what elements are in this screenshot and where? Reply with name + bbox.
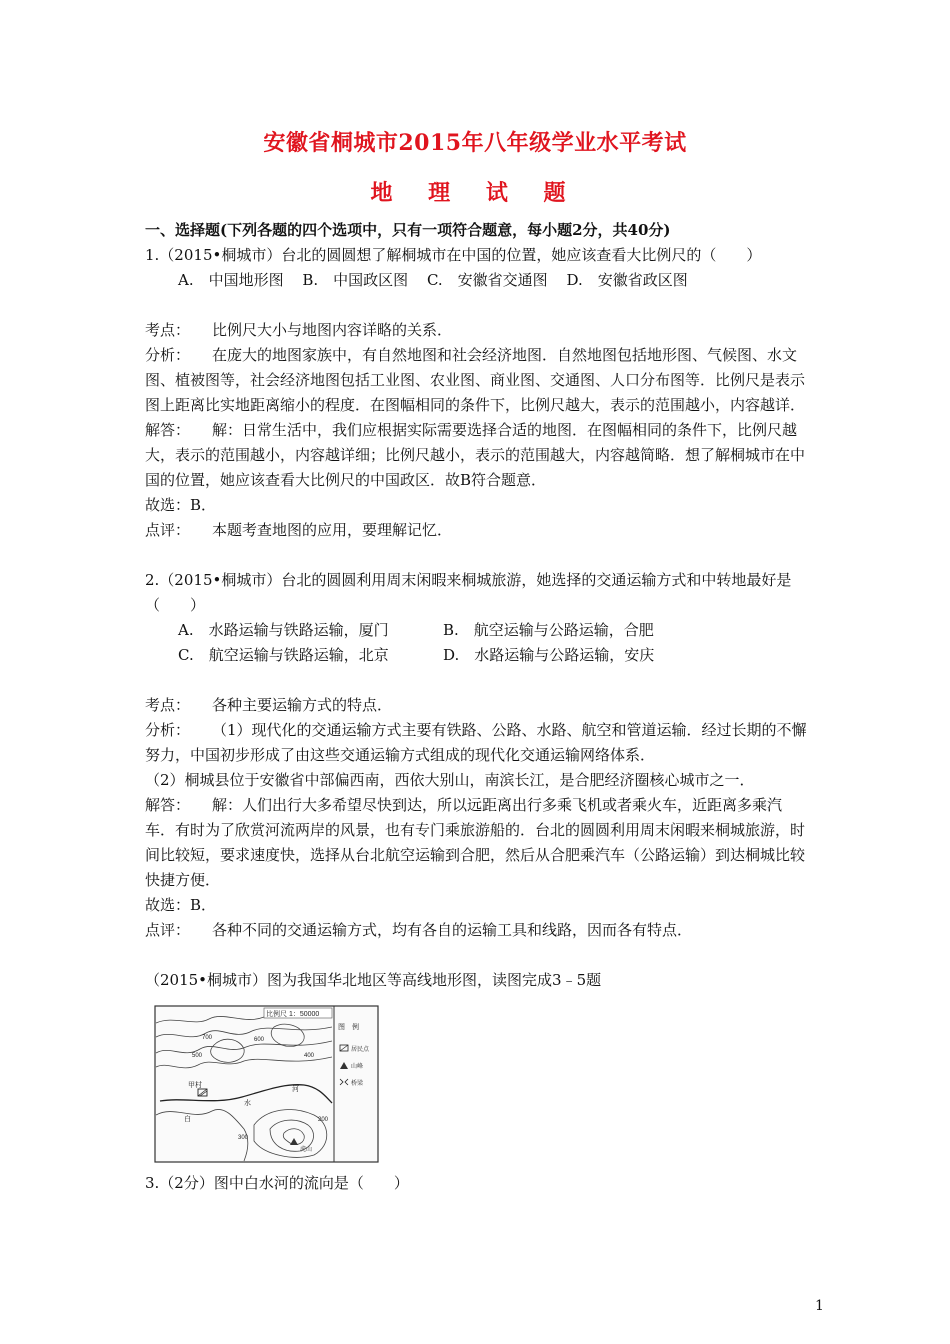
fenxi-label: 分析： — [145, 721, 191, 739]
jieda-text: 解：日常生活中，我们应根据实际需要选择合适的地图．在图幅相同的条件下，比例尺越大，表示的范围越小，内容越详细；比例尺越小，表示的范围越大，内容越简略．想了解桐城市在中国的位置，她应该查看大比例尺的中国政区．故B符合题意． — [145, 421, 806, 489]
legend-item-village: 居民点 — [351, 1047, 370, 1053]
question-2-option-c: C. 航空运输与铁路运输，北京 — [178, 646, 389, 664]
question-1-option-a: A. 中国地形图 — [178, 271, 284, 289]
question-1-option-c: C. 安徽省交通图 — [426, 271, 548, 289]
dianping-label: 点评： — [145, 921, 191, 939]
question-2-option-b: B. 航空运输与公路运输，合肥 — [443, 621, 654, 639]
fenxi-text: 在庞大的地图家族中，有自然地图和社会经济地图．自然地图包括地形图、气候图、水文图、植被图等，社会经济地图包括工业图、农业图、商业图、交通图、人口分布图等．比例尺是表示图上距离比实地距离缩小的程度．在图幅相同的条件下，比例尺越大，表示的范围越小，内容越详． — [145, 346, 806, 414]
section-heading: 一、选择题(下列各题的四个选项中，只有一项符合题意，每小题2分，共40分) — [145, 221, 671, 239]
dianping-label: 点评： — [145, 521, 191, 539]
river-char-2: 水 — [244, 1100, 251, 1107]
question-2-dianping — [145, 918, 810, 943]
legend-title: 图 例 — [338, 1024, 359, 1031]
fenxi-text: （1）现代化的交通运输方式主要有铁路、公路、水路、航空和管道运输．经过长期的不懈努力，中国初步形成了由这些交通运输方式组成的现代化交通运输网络体系． — [145, 721, 807, 764]
question-2-jieda — [145, 793, 810, 893]
kaodian-text: 比例尺大小与地图内容详略的关系． — [212, 321, 453, 339]
village-label: 甲村 — [188, 1082, 202, 1089]
contour-map-svg — [154, 1005, 379, 1163]
group-intro: （2015•桐城市）图为我国华北地区等高线地形图，读图完成3﹣5题 — [145, 971, 602, 989]
question-3-stem: 3.（2分）图中白水河的流向是（ ） — [145, 1174, 409, 1192]
river-char-3: 河 — [292, 1086, 299, 1093]
question-1-option-d: D. 安徽省政区图 — [566, 271, 688, 289]
dianping-text: 本题考查地图的应用，要理解记忆． — [212, 521, 453, 539]
contour-label-5: 300 — [238, 1135, 249, 1141]
contour-label-1: 700 — [202, 1035, 213, 1041]
contour-map — [154, 1005, 379, 1163]
contour-label-6: 200 — [318, 1117, 329, 1123]
exam-title: 安徽省桐城市2015年八年级学业水平考试 — [263, 130, 687, 156]
kaodian-label: 考点： — [145, 321, 191, 339]
question-2-stem: 2.（2015•桐城市）台北的圆圆利用周末闲暇来桐城旅游，她选择的交通运输方式和中转地最好是（ ） — [145, 571, 792, 614]
question-2-answer: 故选：B． — [145, 896, 217, 914]
fenxi-label: 分析： — [145, 346, 191, 364]
question-2-fenxi-2: （2）桐城县位于安徽省中部偏西南，西依大别山，南滨长江，是合肥经济圈核心城市之一． — [145, 771, 755, 789]
kaodian-text: 各种主要运输方式的特点． — [212, 696, 393, 714]
page-number: 1 — [815, 1298, 824, 1314]
question-1-kaodian — [145, 318, 810, 343]
kaodian-label: 考点： — [145, 696, 191, 714]
question-2-kaodian — [145, 693, 810, 718]
question-2-fenxi — [145, 718, 810, 768]
question-1-fenxi — [145, 343, 810, 418]
contour-label-4: 400 — [304, 1053, 315, 1059]
question-2-option-a: A. 水路运输与铁路运输，厦门 — [178, 621, 389, 639]
jieda-label: 解答： — [145, 796, 191, 814]
question-1-option-b: B. 中国政区图 — [302, 271, 409, 289]
legend-item-peak: 山峰 — [351, 1064, 364, 1070]
question-2-option-d: D. 水路运输与公路运输，安庆 — [443, 646, 655, 664]
jieda-label: 解答： — [145, 421, 191, 439]
exam-subtitle: 地 理 试 题 — [370, 180, 580, 206]
map-scale: 比例尺 1：50000 — [266, 1011, 320, 1018]
question-1-stem: 1.（2015•桐城市）台北的圆圆想了解桐城市在中国的位置，她应该查看大比例尺的（ ） — [145, 246, 762, 264]
question-1-dianping — [145, 518, 810, 543]
peak-label: 虎山 — [300, 1147, 313, 1153]
jieda-text: 解：人们出行大多希望尽快到达，所以远距离出行多乘飞机或者乘火车，近距离多乘汽车．有时为了欣赏河流两岸的风景，也有专门乘旅游船的．台北的圆圆利用周末闲暇来桐城旅游，时间比较短，要求速度快，选择从台北航空运输到合肥，然后从合肥乘汽车（公路运输）到达桐城比较快捷方便． — [145, 796, 806, 889]
question-2-options-cd — [145, 643, 810, 668]
river-char-1: 白 — [184, 1116, 191, 1123]
question-1-jieda — [145, 418, 810, 493]
question-1-options — [145, 268, 810, 293]
dianping-text: 各种不同的交通运输方式，均有各自的运输工具和线路，因而各有特点． — [212, 921, 693, 939]
question-1-answer: 故选：B． — [145, 496, 217, 514]
legend-item-bridge: 桥梁 — [351, 1081, 364, 1087]
contour-label-3: 600 — [254, 1037, 265, 1043]
contour-label-2: 500 — [192, 1053, 203, 1059]
document-body — [145, 218, 810, 1196]
question-2-options-ab — [145, 618, 810, 643]
